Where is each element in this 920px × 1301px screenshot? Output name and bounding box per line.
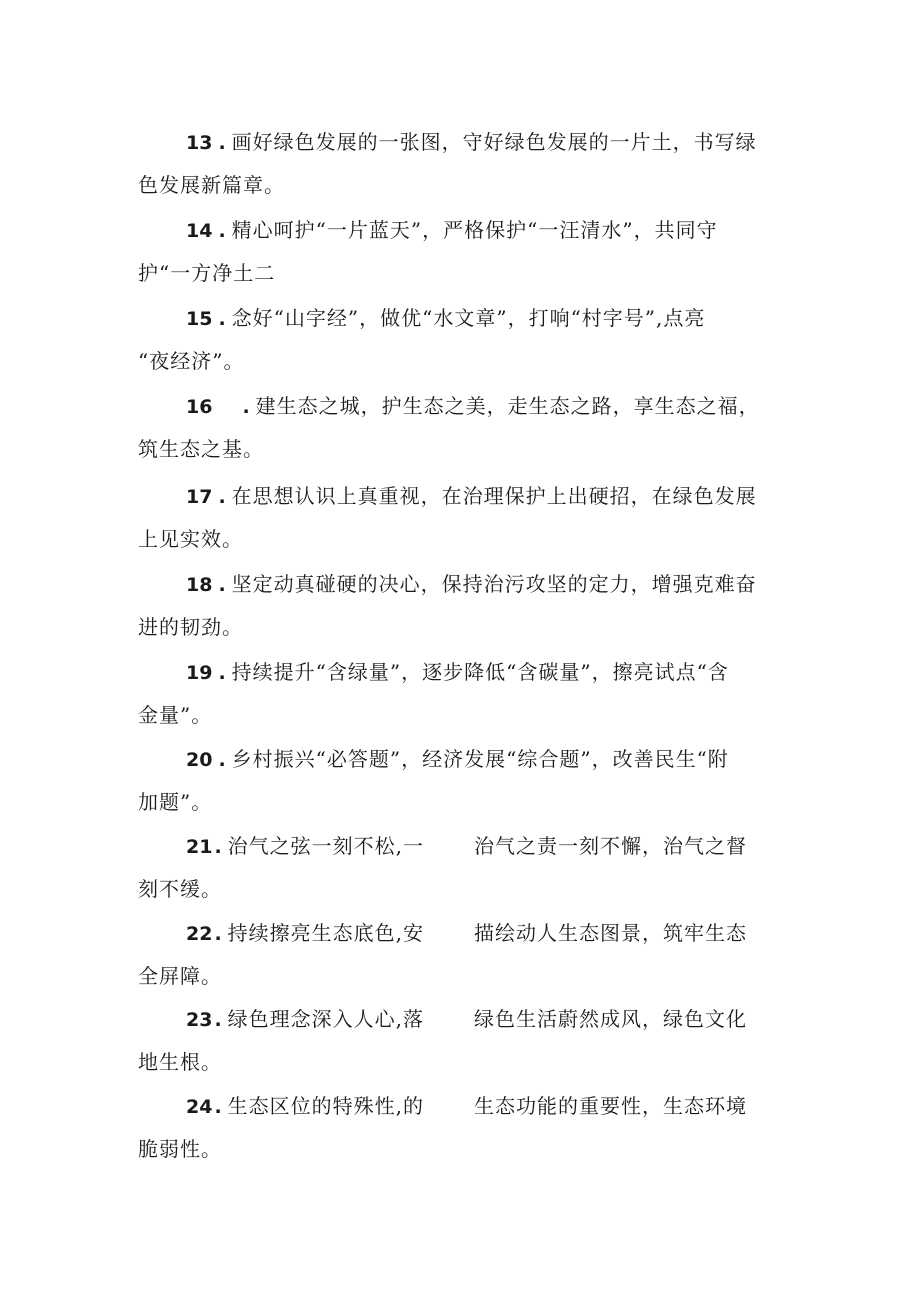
item-separator: . <box>242 396 250 418</box>
item-text-left <box>186 1085 474 1129</box>
item-number: 21 <box>186 836 213 858</box>
item-text-left <box>186 912 474 956</box>
item-line-1 <box>138 738 788 781</box>
item-number: 18 <box>186 574 213 596</box>
item-line-2: “夜经济”。 <box>138 349 245 373</box>
item-separator: . <box>218 132 226 154</box>
item-line-2: 全屏障。 <box>138 964 222 988</box>
item-number: 16 <box>186 396 213 418</box>
item-number: 15 <box>186 308 213 330</box>
item-number: 20 <box>186 749 213 771</box>
item-text: 治气之弦一刻不松,一 <box>227 834 425 858</box>
list-item-24 <box>138 1085 788 1171</box>
item-text: 坚定动真碰硬的决心，保持治污攻坚的定力，增强克难奋 <box>231 572 757 596</box>
item-separator: . <box>214 836 222 858</box>
item-text-right: 生态功能的重要性，生态环境 <box>474 1094 747 1118</box>
item-separator: . <box>218 308 226 330</box>
item-line-2: 脆弱性。 <box>138 1137 222 1161</box>
item-text-left <box>186 825 474 869</box>
list-item-16 <box>138 385 788 471</box>
item-text-right: 治气之责一刻不懈，治气之督 <box>474 834 747 858</box>
item-text: 建生态之城，护生态之美，走生态之路，享生态之福， <box>255 394 760 418</box>
item-text: 在思想认识上真重视，在治理保护上出硬招，在绿色发展 <box>231 484 757 508</box>
list-item-18 <box>138 563 788 649</box>
item-line-2: 刻不缓。 <box>138 877 222 901</box>
list-item-19 <box>138 651 788 737</box>
item-separator: . <box>218 220 226 242</box>
item-line-1 <box>138 1085 788 1128</box>
item-text: 画好绿色发展的一张图，守好绿色发展的一片土，书写绿 <box>231 130 757 154</box>
item-number: 17 <box>186 486 213 508</box>
list-item-15 <box>138 297 788 383</box>
item-text: 乡村振兴“必答题”，经济发展“综合题”，改善民生“附 <box>231 747 729 771</box>
item-line-2: 加题”。 <box>138 790 213 814</box>
item-line-2: 进的韧劲。 <box>138 615 243 639</box>
item-separator: . <box>218 662 226 684</box>
list-item-13 <box>138 121 788 207</box>
item-separator: . <box>218 486 226 508</box>
item-separator: . <box>218 749 226 771</box>
item-number: 13 <box>186 132 213 154</box>
item-line-2: 金量”。 <box>138 703 213 727</box>
item-number: 19 <box>186 662 213 684</box>
item-line-2: 上见实效。 <box>138 527 243 551</box>
list-item-14 <box>138 209 788 295</box>
item-line-1 <box>138 998 788 1041</box>
item-separator: . <box>218 574 226 596</box>
item-text: 生态区位的特殊性,的 <box>227 1094 425 1118</box>
item-line-1 <box>138 825 788 868</box>
item-line-1 <box>138 385 788 428</box>
list-item-23 <box>138 998 788 1084</box>
item-text-right: 绿色生活蔚然成风，绿色文化 <box>474 1007 747 1031</box>
item-text: 绿色理念深入人心,落 <box>227 1007 425 1031</box>
item-separator: . <box>214 1096 222 1118</box>
item-text-left <box>186 998 474 1042</box>
item-text-right: 描绘动人生态图景，筑牢生态 <box>474 921 747 945</box>
list-item-22 <box>138 912 788 998</box>
list-item-20 <box>138 738 788 824</box>
item-line-1 <box>138 563 788 606</box>
item-number: 14 <box>186 220 213 242</box>
item-line-2: 地生根。 <box>138 1050 222 1074</box>
item-separator: . <box>214 1009 222 1031</box>
list-item-21 <box>138 825 788 911</box>
item-number: 24 <box>186 1096 213 1118</box>
item-line-1 <box>138 912 788 955</box>
item-text: 精心呵护“一片蓝天”，严格保护“一汪清水”，共同守 <box>231 218 718 242</box>
item-text: 持续擦亮生态底色,安 <box>227 921 425 945</box>
item-number: 22 <box>186 923 213 945</box>
list-item-17 <box>138 475 788 561</box>
item-text: 持续提升“含绿量”，逐步降低“含碳量”，擦亮试点“含 <box>231 660 729 684</box>
item-line-1 <box>138 209 788 252</box>
item-line-1 <box>138 475 788 518</box>
item-separator: . <box>214 923 222 945</box>
item-line-2: 护“一方净土二 <box>138 261 276 285</box>
item-line-1 <box>138 297 788 340</box>
item-line-2: 色发展新篇章。 <box>138 173 285 197</box>
item-line-2: 筑生态之基。 <box>138 437 264 461</box>
item-line-1 <box>138 121 788 164</box>
item-number: 23 <box>186 1009 213 1031</box>
item-text: 念好“山字经”，做优“水文章”，打响“村字号”,点亮 <box>231 306 706 330</box>
item-line-1 <box>138 651 788 694</box>
